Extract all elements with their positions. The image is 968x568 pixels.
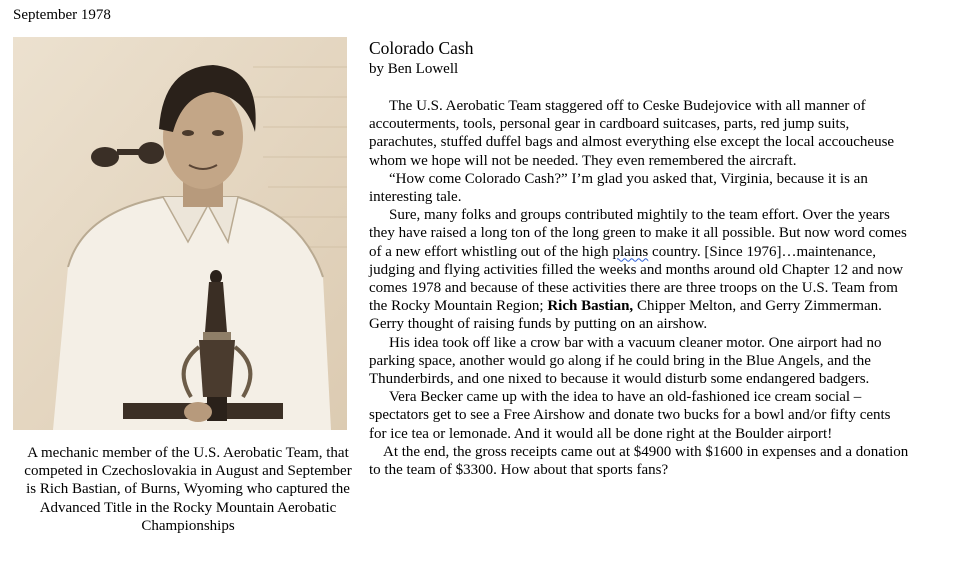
paragraph: “How come Colorado Cash?” I’m glad you asked that, Virginia, because it is an interesting tale. bbox=[369, 170, 868, 206]
paragraph bbox=[369, 206, 909, 333]
paragraph-text: Chipper Melton, and Gerry Zimmerman. Gerry thought of raising funds by putting on an airshow. bbox=[369, 298, 882, 333]
article-photo bbox=[13, 37, 347, 430]
paragraph: The U.S. Aerobatic Team staggered off to Ceske Budejovice with all manner of accouterments, tools, personal gear in cardboard suitcases, parts, red jump suits, parachutes, stuffed duffel bags and almost everything else except the local accoucheuse whom we hope will not be needed. They even remembered the aircraft. bbox=[369, 98, 895, 169]
paragraph: Vera Becker came up with the idea to have an old-fashioned ice cream social – spectators get to see a Free Airshow and donate two bucks for a bowl and/or fifty cents for ice tea or lemonade. And it would all be done right at the Boulder airport! bbox=[369, 389, 891, 442]
paragraph: At the end, the gross receipts came out at $4900 with $1600 in expenses and a donation to the team of $3300. How about that sports fans? bbox=[369, 443, 909, 479]
article-byline: by Ben Lowell bbox=[369, 61, 459, 77]
paragraph-text: country. [Since 1976]…maintenance, judging and flying activities filled the weeks and months around old Chapter 12 and now comes 1978 and because of these activities there are three troops on the U.S. Team from the Rocky Mountain Region; bbox=[369, 243, 904, 315]
bold-name: Rich Bastian, bbox=[547, 298, 634, 315]
article-body bbox=[369, 97, 909, 479]
issue-date: September 1978 bbox=[13, 7, 111, 23]
paragraph: His idea took off like a crow bar with a vacuum cleaner motor. One airport had no parking space, another would go along if he could bring in the Blue Angels, and the Thunderbirds, and one nixed to because it would disturb some endangered badgers. bbox=[369, 334, 882, 388]
paragraph-text: Sure, many folks and groups contributed mightily to the team effort. Over the years they have raised a long ton of the long green to make it all possible. But now word comes of a new effort whistling out of the high bbox=[369, 207, 907, 260]
photo-caption: A mechanic member of the U.S. Aerobatic Team, that competed in Czechoslovakia in August and September is Rich Bastian, of Burns, Wyoming who captured the Advanced Title in the Rocky Mountain Aerobatic Championships bbox=[24, 445, 352, 534]
spellcheck-flagged-word[interactable]: plains bbox=[612, 243, 649, 260]
article-title: Colorado Cash bbox=[369, 38, 474, 58]
